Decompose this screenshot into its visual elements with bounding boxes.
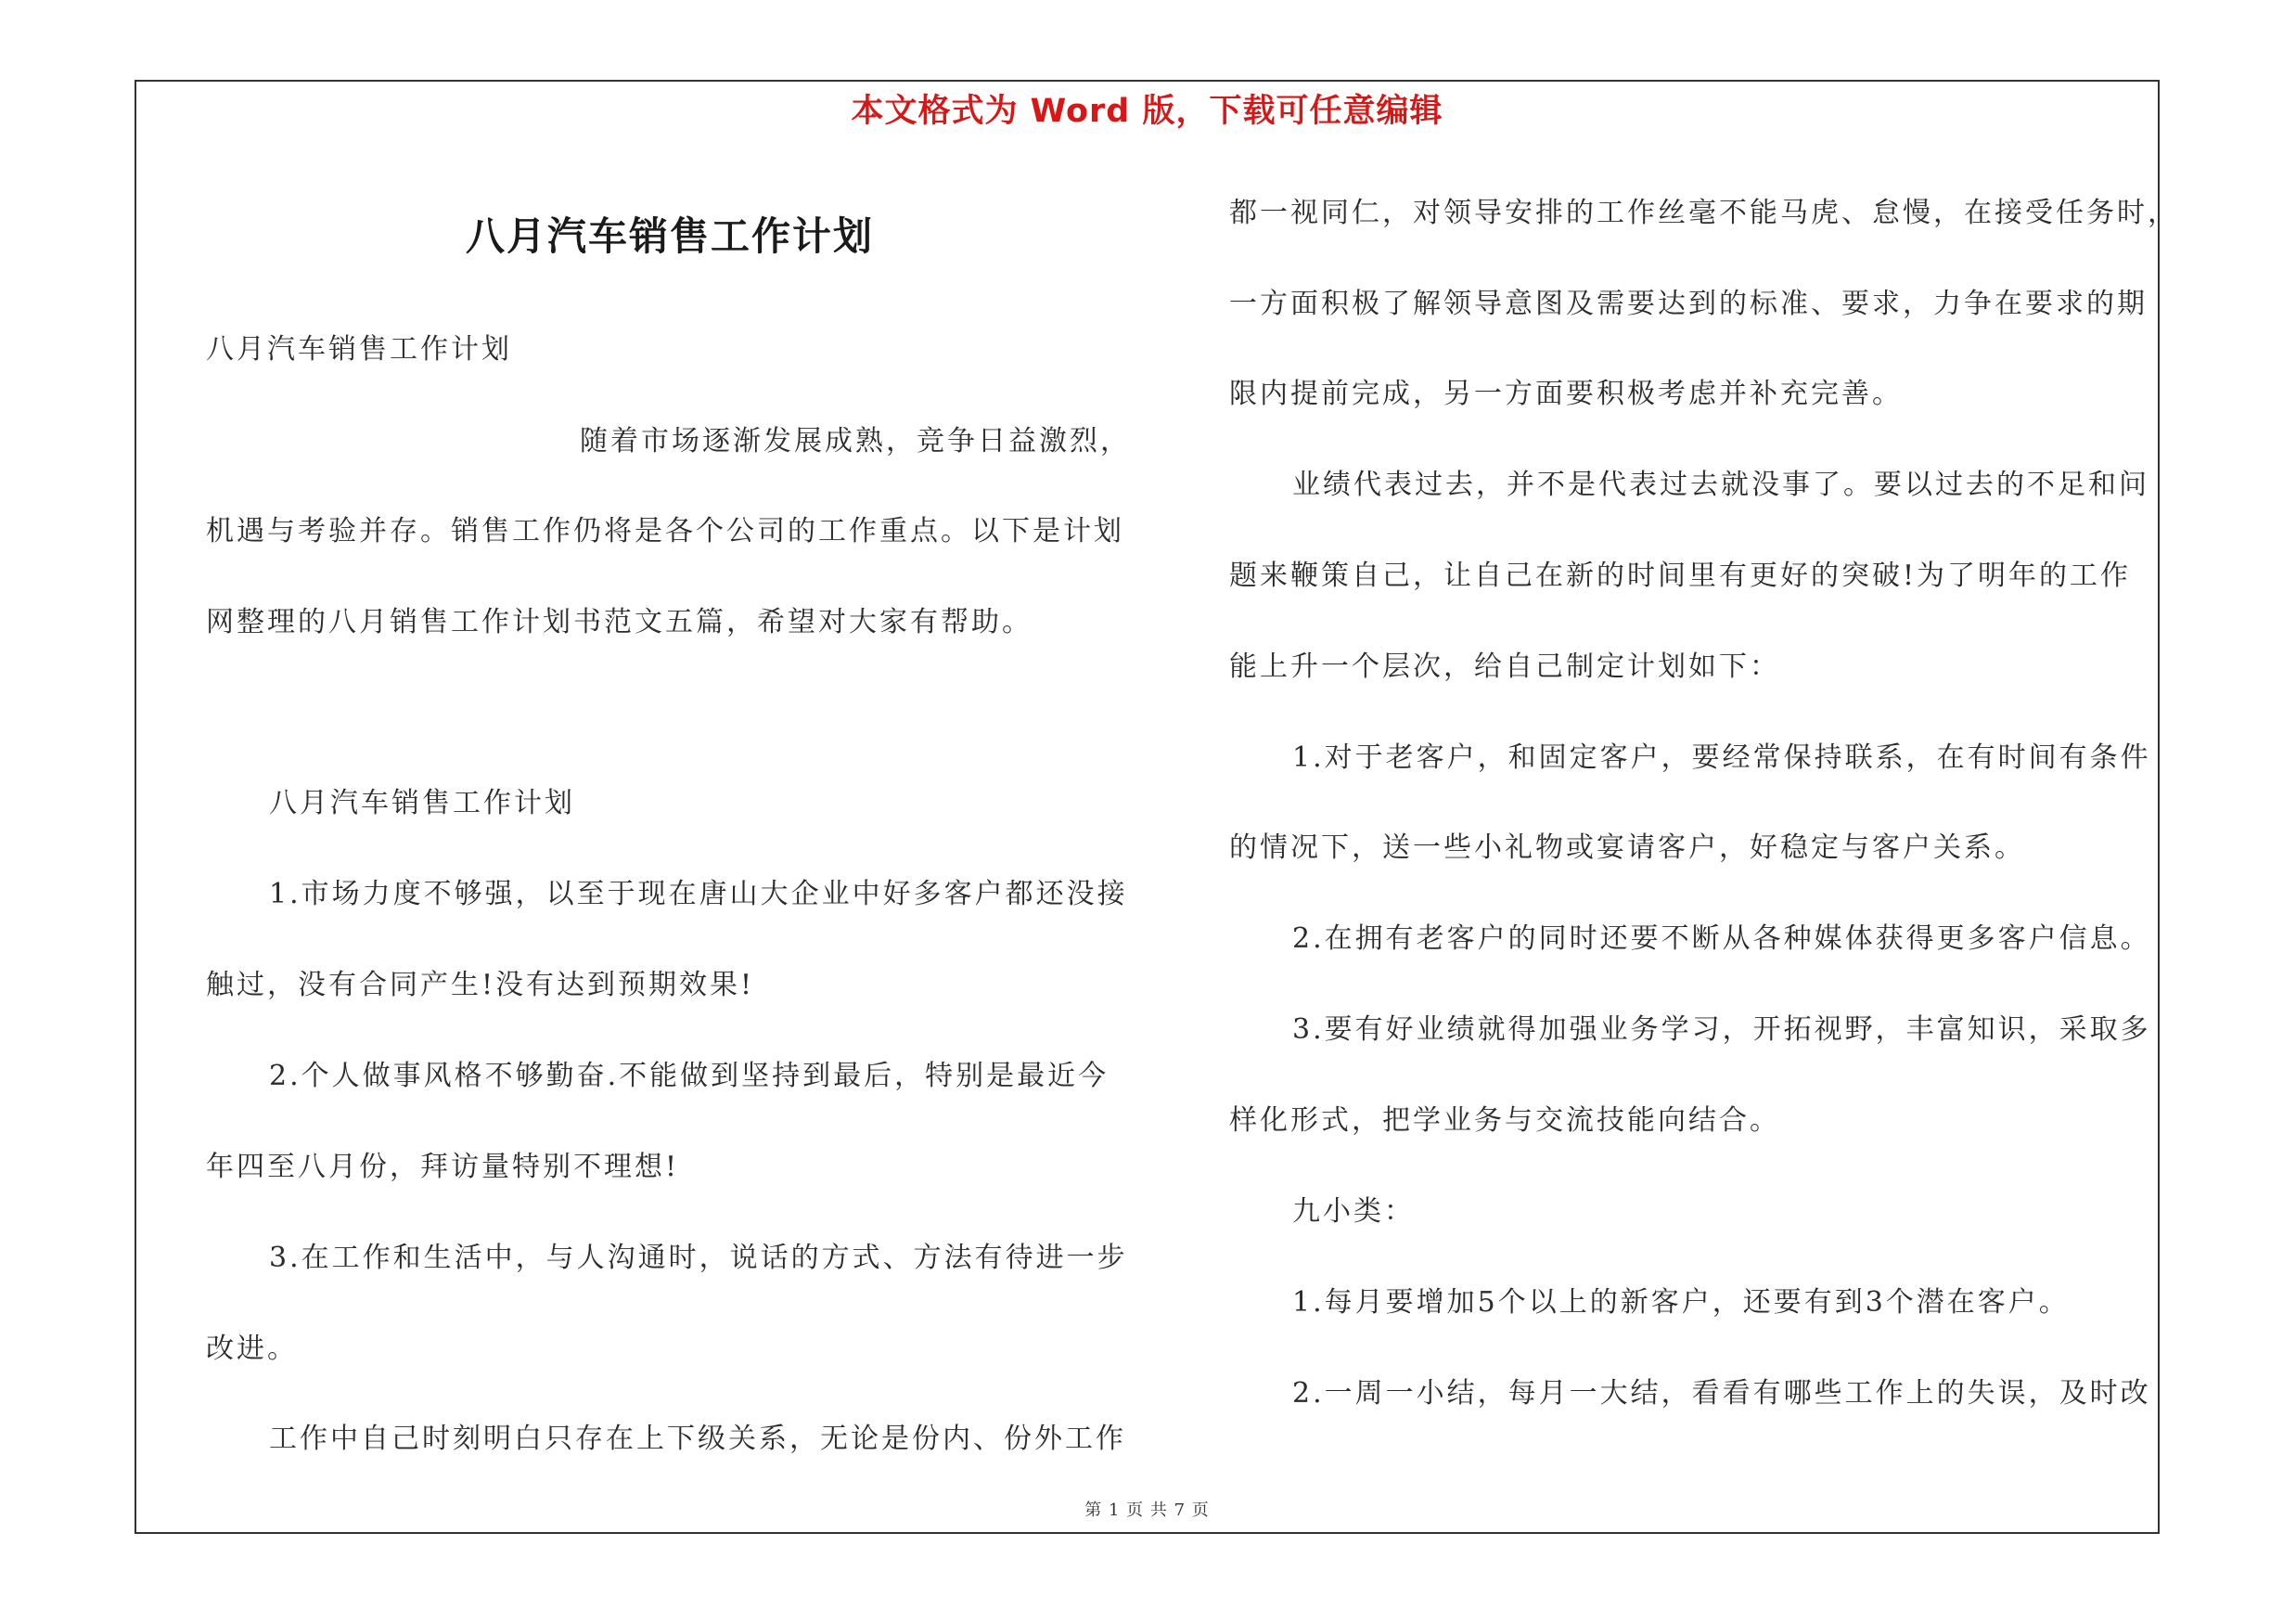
paragraph-line: 的情况下，送一些小礼物或宴请客户，好稳定与客户关系。: [1229, 831, 2025, 864]
paragraph-line: 题来鞭策自己，让自己在新的时间里有更好的突破!为了明年的工作: [1229, 560, 2132, 592]
paragraph-line: 机遇与考验并存。销售工作仍将是各个公司的工作重点。以下是计划: [206, 515, 1124, 547]
paragraph-line: 2.在拥有老客户的同时还要不断从各种媒体获得更多客户信息。: [1292, 922, 2151, 955]
paragraph-line: 限内提前完成，另一方面要积极考虑并补充完善。: [1229, 378, 1903, 410]
paragraph-line: 3.要有好业绩就得加强业务学习，开拓视野，丰富知识，采取多: [1292, 1013, 2151, 1046]
paragraph-line: 八月汽车销售工作计划: [269, 787, 575, 819]
paragraph-line: 改进。: [206, 1333, 298, 1365]
paragraph-line: 样化形式，把学业务与交流技能向结合。: [1229, 1104, 1780, 1137]
paragraph-line: 工作中自己时刻明白只存在上下级关系，无论是份内、份外工作: [269, 1423, 1126, 1455]
paragraph-line: 九小类：: [1292, 1195, 1415, 1228]
paragraph-line: 1.市场力度不够强，以至于现在唐山大企业中好多客户都还没接: [269, 878, 1128, 910]
page-number: 第 1 页 共 7 页: [1084, 1501, 1210, 1520]
paragraph-line: 2.个人做事风格不够勤奋.不能做到坚持到最后，特别是最近今: [269, 1060, 1110, 1092]
paragraph-line: 1.每月要增加5个以上的新客户，还要有到3个潜在客户。: [1292, 1286, 2070, 1319]
paragraph-line: 年四至八月份，拜访量特别不理想!: [206, 1151, 680, 1183]
paragraph-line: 网整理的八月销售工作计划书范文五篇，希望对大家有帮助。: [206, 606, 1033, 638]
paragraph-line: 一方面积极了解领导意图及需要达到的标准、要求，力争在要求的期: [1229, 288, 2148, 320]
paragraph-line: 2.一周一小结，每月一大结，看看有哪些工作上的失误，及时改: [1292, 1377, 2151, 1410]
paragraph-line: 1.对于老客户，和固定客户，要经常保持联系，在有时间有条件: [1292, 741, 2151, 774]
paragraph-line: 随着市场逐渐发展成熟，竞争日益激烈，: [580, 425, 1131, 457]
paragraph-line: 3.在工作和生活中，与人沟通时，说话的方式、方法有待进一步: [269, 1242, 1128, 1274]
paragraph-line: 业绩代表过去，并不是代表过去就没事了。要以过去的不足和问: [1292, 469, 2149, 501]
paragraph-line: 八月汽车销售工作计划: [206, 333, 512, 366]
paragraph-line: 都一视同仁，对领导安排的工作丝毫不能马虎、怠慢，在接受任务时，: [1229, 197, 2178, 229]
document-title: 八月汽车销售工作计划: [465, 213, 874, 259]
format-banner: 本文格式为 Word 版，下载可任意编辑: [851, 93, 1443, 130]
paragraph-line: 触过，没有合同产生!没有达到预期效果!: [206, 969, 755, 1001]
paragraph-line: 能上升一个层次，给自己制定计划如下：: [1229, 650, 1780, 683]
